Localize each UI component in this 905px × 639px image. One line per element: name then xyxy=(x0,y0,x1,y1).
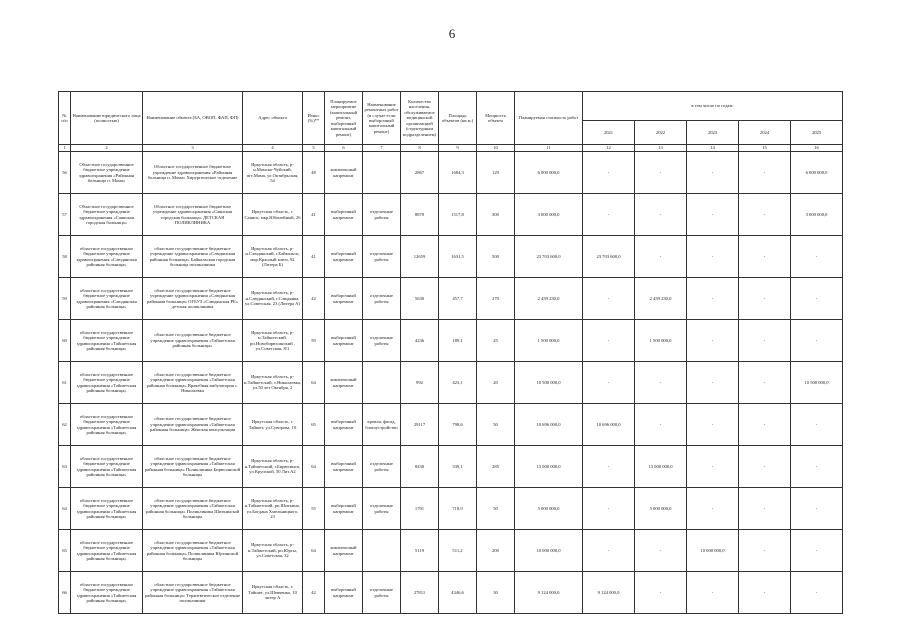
cell-object-name: Областное государственное бюджетное учреждение здравоохранения «Районная больница п. Мама» Хирургическое отделение xyxy=(143,152,243,194)
header-year-2023: 2023 xyxy=(687,121,739,145)
column-number-row xyxy=(59,145,843,152)
cell-wear: 42 xyxy=(303,278,325,320)
cell-legal-entity: областное государственное бюджетное учреждение здравоохранения «Слюдянская районная больница» xyxy=(71,278,143,320)
cell-year-2023: - xyxy=(687,404,739,446)
col-number: 6 xyxy=(325,145,363,152)
table-row xyxy=(59,404,843,446)
col-number: 16 xyxy=(791,145,843,152)
header-year-2024: 2024 xyxy=(739,121,791,145)
cell-capacity: 270 xyxy=(477,278,515,320)
cell-wear: 48 xyxy=(303,152,325,194)
cell-row-number: 58 xyxy=(59,236,71,278)
table-row xyxy=(59,152,843,194)
cell-population: 29117 xyxy=(401,404,439,446)
cell-address: Иркутская область, р-н.Тайшетский, г.Бирюсинск, ул.Крупской, 50 Лит.А2 xyxy=(243,446,303,488)
cell-object-name: областное государственное бюджетное учреждение здравоохранения «Тайшетская районная больница» Женская консультация xyxy=(143,404,243,446)
cell-capacity: 20 xyxy=(477,362,515,404)
cell-year-2025: 6 000 000,0 xyxy=(791,152,843,194)
cell-year-2022: - xyxy=(635,530,687,572)
cell-year-2022: - xyxy=(635,152,687,194)
cell-legal-entity: областное государственное бюджетное учреждение здравоохранения «Тайшетская районная больница» xyxy=(71,362,143,404)
cell-planned-measure: выборочный капремонт xyxy=(325,194,363,236)
cell-repair-works: отделочные работы xyxy=(363,194,401,236)
cell-planned-measure: выборочный капремонт xyxy=(325,236,363,278)
header-year-2021: 2021 xyxy=(583,121,635,145)
cell-year-2021: - xyxy=(583,362,635,404)
cell-area: 189,1 xyxy=(439,320,477,362)
cell-capacity: 30 xyxy=(477,572,515,614)
cell-planned-measure: выборочный капремонт xyxy=(325,488,363,530)
cell-year-2021: - xyxy=(583,152,635,194)
cell-planned-cost: 10 000 000,0 xyxy=(515,530,583,572)
page-number: 6 xyxy=(448,26,456,41)
cell-area: 539,1 xyxy=(439,446,477,488)
cell-year-2025: 3 000 000,0 xyxy=(791,194,843,236)
cell-population: 12659 xyxy=(401,236,439,278)
cell-address: Иркутская область, р-н.Тайшетский, рп.Шиткино, ул.Богдана Хмельницкого, 23 xyxy=(243,488,303,530)
col-number: 2 xyxy=(71,145,143,152)
table-row xyxy=(59,488,843,530)
cell-repair-works: отделочные работы xyxy=(363,446,401,488)
cell-object-name: областное государственное бюджетное учреждение здравоохранения «Тайшетская районная больница» Поликлиника Шиткинской больницы xyxy=(143,488,243,530)
cell-row-number: 62 xyxy=(59,404,71,446)
cell-population: 992 xyxy=(401,362,439,404)
cell-planned-cost: 3 000 000,0 xyxy=(515,194,583,236)
header-address: Адрес объекта xyxy=(243,92,303,145)
cell-year-2024: - xyxy=(739,152,791,194)
cell-legal-entity: областное государственное бюджетное учреждение здравоохранения «Тайшетская районная больница» xyxy=(71,488,143,530)
cell-year-2024: - xyxy=(739,236,791,278)
cell-year-2023: - xyxy=(687,194,739,236)
cell-year-2023: - xyxy=(687,572,739,614)
cell-year-2021: 9 124 000,0 xyxy=(583,572,635,614)
cell-year-2025: - xyxy=(791,488,843,530)
cell-address: Иркутская область, г. Тайшет, ул.Суворова, 10 xyxy=(243,404,303,446)
cell-year-2021: - xyxy=(583,446,635,488)
cell-planned-cost: 13 000 000,0 xyxy=(515,446,583,488)
cell-planned-measure: комплексный капремонт xyxy=(325,362,363,404)
cell-legal-entity: областное государственное бюджетное учреждение здравоохранения «Тайшетская районная больница» xyxy=(71,572,143,614)
cell-repair-works: отделочные работы xyxy=(363,320,401,362)
cell-planned-measure: выборочный капремонт xyxy=(325,404,363,446)
cell-planned-measure: выборочный капремонт xyxy=(325,572,363,614)
col-number: 10 xyxy=(477,145,515,152)
cell-year-2024: - xyxy=(739,446,791,488)
cell-year-2021: - xyxy=(583,488,635,530)
cell-legal-entity: областное государственное бюджетное учреждение здравоохранения «Тайшетская районная больница» xyxy=(71,404,143,446)
cell-year-2023: - xyxy=(687,446,739,488)
table-body xyxy=(59,152,843,614)
header-by-years: в том числе по годам: xyxy=(583,92,843,121)
cell-object-name: областное государственное бюджетное учреждение здравоохранения «Слюдянская районная больница» ОГБУЗ «Слюдянская РБ» детская поликлиника xyxy=(143,278,243,320)
cell-year-2025: - xyxy=(791,278,843,320)
table-row xyxy=(59,320,843,362)
cell-area: 4346,6 xyxy=(439,572,477,614)
cell-row-number: 64 xyxy=(59,488,71,530)
cell-population: 8430 xyxy=(401,446,439,488)
cell-year-2024: - xyxy=(739,278,791,320)
cell-address: Иркутская область, р-н.Тайшетский, рп.Юрты, ул.Советская, 32 xyxy=(243,530,303,572)
cell-repair-works: отделочные работы xyxy=(363,278,401,320)
cell-area: 423,1 xyxy=(439,362,477,404)
cell-repair-works: отделочные работы xyxy=(363,488,401,530)
cell-area: 798,6 xyxy=(439,404,477,446)
cell-population: 5630 xyxy=(401,278,439,320)
cell-year-2025: 10 500 000,0 xyxy=(791,362,843,404)
table-row xyxy=(59,572,843,614)
cell-address: Иркутская область, р-н.Тайшетский, с.Николаевка, ул.50 лет Октября, 2 xyxy=(243,362,303,404)
header-planned-cost: Планируемая стоимость работ xyxy=(515,92,583,145)
col-number: 1 xyxy=(59,145,71,152)
cell-planned-measure: выборочный капремонт xyxy=(325,446,363,488)
cell-planned-cost: 6 000 000,0 xyxy=(515,152,583,194)
col-number: 12 xyxy=(583,145,635,152)
cell-population: 1701 xyxy=(401,488,439,530)
cell-population: 5119 xyxy=(401,530,439,572)
cell-year-2024: - xyxy=(739,572,791,614)
cell-area: 1517,8 xyxy=(439,194,477,236)
cell-wear: 64 xyxy=(303,446,325,488)
table-row xyxy=(59,446,843,488)
cell-object-name: Областное государственное бюджетное учреждение здравоохранения «Саянская городская больница» ДЕТСКАЯ ПОЛИКЛИНИКА xyxy=(143,194,243,236)
cell-year-2023: 10 000 000,0 xyxy=(687,530,739,572)
header-legal-entity: Наименование юридического лица (полностью) xyxy=(71,92,143,145)
cell-planned-measure: комплексный капремонт xyxy=(325,152,363,194)
cell-object-name: областное государственное бюджетное учреждение здравоохранения «Тайшетская районная больница» Терапевтическое отделение поликлиники xyxy=(143,572,243,614)
cell-year-2021: - xyxy=(583,320,635,362)
cell-object-name: областное государственное бюджетное учреждение здравоохранения «Слюдянская районная больница» Байкальская городская больница поликлиника xyxy=(143,236,243,278)
cell-year-2022: 5 000 000,0 xyxy=(635,488,687,530)
cell-legal-entity: областное государственное бюджетное учреждение здравоохранения «Тайшетская районная больница» xyxy=(71,530,143,572)
cell-planned-cost: 10 500 000,0 xyxy=(515,362,583,404)
cell-object-name: областное государственное бюджетное учреждение здравоохранения «Тайшетская районная больница» Врачебная амбулатория с. Николаевка xyxy=(143,362,243,404)
cell-year-2022: - xyxy=(635,236,687,278)
cell-row-number: 63 xyxy=(59,446,71,488)
col-number: 15 xyxy=(739,145,791,152)
cell-planned-cost: 1 500 000,0 xyxy=(515,320,583,362)
cell-repair-works: отделочные работы xyxy=(363,236,401,278)
cell-year-2021: - xyxy=(583,278,635,320)
cell-row-number: 56 xyxy=(59,152,71,194)
cell-capacity: 129 xyxy=(477,152,515,194)
cell-population: 2867 xyxy=(401,152,439,194)
cell-year-2022: 13 000 000,0 xyxy=(635,446,687,488)
cell-wear: 41 xyxy=(303,236,325,278)
cell-object-name: областное государственное бюджетное учреждение здравоохранения «Тайшетская районная больница» Поликлиника Бирюсинской больницы xyxy=(143,446,243,488)
header-repair-works: Наименование ремонтных работ (в случае если выборочный капитальный ремонт) xyxy=(363,92,401,145)
cell-year-2021: - xyxy=(583,530,635,572)
cell-year-2023: - xyxy=(687,362,739,404)
cell-year-2024: - xyxy=(739,488,791,530)
cell-row-number: 65 xyxy=(59,530,71,572)
cell-address: Иркутская область, р-н.Слюдянский, г.Байкальск, мкр.Красный ключ, 92 (Литера Б) xyxy=(243,236,303,278)
cell-address: Иркутская область, г. Саянск, мкр.Юбилейный, 26 xyxy=(243,194,303,236)
cell-year-2024: - xyxy=(739,530,791,572)
cell-planned-cost: 23 703 600,0 xyxy=(515,236,583,278)
cell-wear: 65 xyxy=(303,404,325,446)
cell-repair-works: отделочные работы xyxy=(363,572,401,614)
cell-repair-works xyxy=(363,362,401,404)
cell-population: 27811 xyxy=(401,572,439,614)
cell-year-2022: - xyxy=(635,404,687,446)
cell-year-2025: - xyxy=(791,236,843,278)
cell-address: Иркутская область, г. Тайшет, ул.Шевченко, 10 литер А xyxy=(243,572,303,614)
cell-capacity: 300 xyxy=(477,194,515,236)
header-planned-measure: Планируемое мероприятие (капитальный ремонт, выборочный капитальный ремонт) xyxy=(325,92,363,145)
table-row xyxy=(59,278,843,320)
cell-capacity: 200 xyxy=(477,530,515,572)
cell-year-2023: - xyxy=(687,236,739,278)
cell-year-2025: - xyxy=(791,320,843,362)
cell-year-2022: 2 459 230,0 xyxy=(635,278,687,320)
table-row xyxy=(59,194,843,236)
col-number: 13 xyxy=(635,145,687,152)
header-population: Количество населения, обслуживаемое медицинской организацией (структурным подразделением) xyxy=(401,92,439,145)
header-capacity: Мощность объекта xyxy=(477,92,515,145)
col-number: 14 xyxy=(687,145,739,152)
cell-legal-entity: областное государственное бюджетное учреждение здравоохранения «Тайшетская районная больница» xyxy=(71,320,143,362)
cell-row-number: 61 xyxy=(59,362,71,404)
cell-year-2025: - xyxy=(791,572,843,614)
cell-year-2022: - xyxy=(635,572,687,614)
header-num: № п/п xyxy=(59,92,71,145)
cell-legal-entity: областное государственное бюджетное учреждение здравоохранения «Тайшетская районная больница» xyxy=(71,446,143,488)
cell-year-2023: - xyxy=(687,278,739,320)
col-number: 3 xyxy=(143,145,243,152)
cell-year-2022: - xyxy=(635,362,687,404)
cell-row-number: 60 xyxy=(59,320,71,362)
cell-capacity: 50 xyxy=(477,488,515,530)
col-number: 11 xyxy=(515,145,583,152)
cell-wear: 41 xyxy=(303,194,325,236)
col-number: 7 xyxy=(363,145,401,152)
col-number: 9 xyxy=(439,145,477,152)
cell-year-2024: - xyxy=(739,320,791,362)
cell-capacity: 25 xyxy=(477,320,515,362)
cell-legal-entity: областное государственное бюджетное учреждение здравоохранения «Слюдянская районная больница» xyxy=(71,236,143,278)
cell-wear: 64 xyxy=(303,530,325,572)
cell-capacity: 500 xyxy=(477,236,515,278)
cell-wear: 55 xyxy=(303,488,325,530)
cell-planned-measure: комплексный капремонт xyxy=(325,530,363,572)
cell-capacity: 50 xyxy=(477,404,515,446)
table-row xyxy=(59,362,843,404)
cell-population: 8870 xyxy=(401,194,439,236)
col-number: 5 xyxy=(303,145,325,152)
cell-row-number: 57 xyxy=(59,194,71,236)
table-row xyxy=(59,236,843,278)
cell-year-2024: - xyxy=(739,404,791,446)
cell-year-2025: - xyxy=(791,446,843,488)
repair-program-table xyxy=(58,91,843,614)
cell-area: 511,2 xyxy=(439,530,477,572)
cell-planned-cost: 10 696 000,0 xyxy=(515,404,583,446)
cell-area: 1631,5 xyxy=(439,236,477,278)
col-number: 8 xyxy=(401,145,439,152)
header-area: Площадь объектов (кв.м.) xyxy=(439,92,477,145)
cell-year-2023: - xyxy=(687,152,739,194)
col-number: 4 xyxy=(243,145,303,152)
cell-address: Иркутская область, р-н.Слюдянский, г.Слюдянка, ул.Советская, 23 (Литера А) xyxy=(243,278,303,320)
cell-year-2025: - xyxy=(791,530,843,572)
header-year-2022: 2022 xyxy=(635,121,687,145)
cell-area: 718,9 xyxy=(439,488,477,530)
cell-wear: 64 xyxy=(303,362,325,404)
header-wear: Износ (%)** xyxy=(303,92,325,145)
header-object-name: Наименование объекта (БА, ОВОП, ФАП, ФП) xyxy=(143,92,243,145)
cell-object-name: областное государственное бюджетное учреждение здравоохранения «Тайшетская районная больница» xyxy=(143,320,243,362)
cell-population: 4236 xyxy=(401,320,439,362)
cell-planned-measure: выборочный капремонт xyxy=(325,278,363,320)
cell-address: Иркутская область, р-н.Тайшетский, рп.Новобирюсинский , ул.Советская, 8/1 xyxy=(243,320,303,362)
cell-area: 1684,3 xyxy=(439,152,477,194)
header-year-2025: 2025 xyxy=(791,121,843,145)
cell-planned-cost: 2 459 230,0 xyxy=(515,278,583,320)
cell-row-number: 59 xyxy=(59,278,71,320)
cell-repair-works: кровля, фасад, благоустройство xyxy=(363,404,401,446)
cell-planned-cost: 9 124 000,0 xyxy=(515,572,583,614)
cell-repair-works xyxy=(363,530,401,572)
table-row xyxy=(59,530,843,572)
cell-year-2023: - xyxy=(687,488,739,530)
cell-area: 457,7 xyxy=(439,278,477,320)
cell-capacity: 285 xyxy=(477,446,515,488)
cell-year-2021: - xyxy=(583,194,635,236)
cell-year-2023: - xyxy=(687,320,739,362)
cell-planned-cost: 5 000 000,0 xyxy=(515,488,583,530)
cell-year-2024: - xyxy=(739,194,791,236)
cell-year-2022: - xyxy=(635,194,687,236)
cell-row-number: 66 xyxy=(59,572,71,614)
cell-year-2025: - xyxy=(791,404,843,446)
cell-object-name: областное государственное бюджетное учреждение здравоохранения «Тайшетская районная больница» Поликлиника Юртинской больницы xyxy=(143,530,243,572)
cell-year-2021: 23 703 600,0 xyxy=(583,236,635,278)
cell-wear: 42 xyxy=(303,572,325,614)
cell-legal-entity: Областное государственное бюджетное учреждение здравоохранения «Районная больница п. Мама» xyxy=(71,152,143,194)
cell-year-2024: - xyxy=(739,362,791,404)
cell-address: Иркутская область, р-н.Мамско-Чуйский, пгт.Мама, ул.Октябрьская, 54 xyxy=(243,152,303,194)
cell-year-2022: 1 500 000,0 xyxy=(635,320,687,362)
cell-wear: 59 xyxy=(303,320,325,362)
cell-year-2021: 10 696 000,0 xyxy=(583,404,635,446)
cell-planned-measure: выборочный капремонт xyxy=(325,320,363,362)
cell-repair-works xyxy=(363,152,401,194)
cell-legal-entity: Областное государственное бюджетное учреждение здравоохранения «Саянская городская больница» xyxy=(71,194,143,236)
